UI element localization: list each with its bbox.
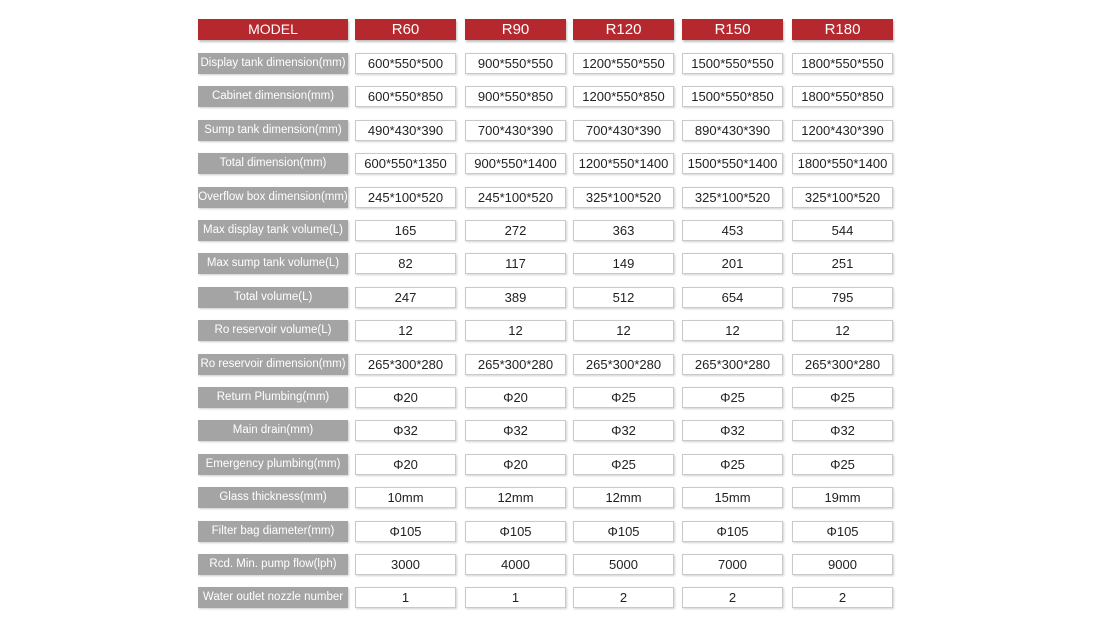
table-cell: 890*430*390 [682,120,783,141]
table-cell: 1800*550*1400 [792,153,893,174]
table-cell: Φ20 [355,454,456,475]
row-label: Overflow box dimension(mm) [198,187,348,208]
table-cell: 12 [682,320,783,341]
table-cell: 12mm [573,487,674,508]
table-cell: Φ32 [355,420,456,441]
table-cell: 1200*550*850 [573,86,674,107]
table-cell: 512 [573,287,674,308]
table-cell: 1 [465,587,566,608]
model-header-r60: R60 [355,19,456,40]
table-cell: 82 [355,253,456,274]
table-cell: Φ32 [792,420,893,441]
row-label: Display tank dimension(mm) [198,53,348,74]
model-header-r120: R120 [573,19,674,40]
table-cell: Φ105 [355,521,456,542]
table-cell: Φ105 [573,521,674,542]
row-label: Cabinet dimension(mm) [198,86,348,107]
table-cell: 1 [355,587,456,608]
row-label: Total volume(L) [198,287,348,308]
table-cell: 19mm [792,487,893,508]
table-cell: 389 [465,287,566,308]
table-cell: 165 [355,220,456,241]
table-cell: Φ25 [682,387,783,408]
model-header-r180: R180 [792,19,893,40]
model-header: MODEL [198,19,348,40]
table-cell: 15mm [682,487,783,508]
table-cell: 117 [465,253,566,274]
table-cell: 453 [682,220,783,241]
table-cell: 1200*550*1400 [573,153,674,174]
row-label: Glass thickness(mm) [198,487,348,508]
table-cell: 600*550*850 [355,86,456,107]
model-header-r90: R90 [465,19,566,40]
table-cell: 325*100*520 [573,187,674,208]
table-cell: Φ25 [573,454,674,475]
row-label: Max sump tank volume(L) [198,253,348,274]
table-cell: 201 [682,253,783,274]
table-cell: Φ32 [682,420,783,441]
table-cell: 1800*550*850 [792,86,893,107]
table-cell: Φ105 [682,521,783,542]
table-cell: 12 [792,320,893,341]
table-cell: 247 [355,287,456,308]
table-cell: 7000 [682,554,783,575]
table-cell: 490*430*390 [355,120,456,141]
table-cell: 2 [682,587,783,608]
table-cell: Φ25 [792,387,893,408]
table-cell: 900*550*550 [465,53,566,74]
table-cell: 2 [573,587,674,608]
row-label: Emergency plumbing(mm) [198,454,348,475]
table-cell: 265*300*280 [355,354,456,375]
row-label: Ro reservoir volume(L) [198,320,348,341]
row-label: Rcd. Min. pump flow(lph) [198,554,348,575]
table-cell: 1200*550*550 [573,53,674,74]
table-cell: 265*300*280 [682,354,783,375]
row-label: Ro reservoir dimension(mm) [198,354,348,375]
table-cell: 3000 [355,554,456,575]
table-cell: 600*550*500 [355,53,456,74]
table-cell: 10mm [355,487,456,508]
table-cell: Φ20 [355,387,456,408]
table-cell: 272 [465,220,566,241]
table-cell: 265*300*280 [792,354,893,375]
table-cell: Φ105 [465,521,566,542]
table-cell: 2 [792,587,893,608]
table-cell: 700*430*390 [465,120,566,141]
row-label: Filter bag diameter(mm) [198,521,348,542]
table-cell: 265*300*280 [465,354,566,375]
table-cell: 149 [573,253,674,274]
table-cell: 12 [573,320,674,341]
row-label: Total dimension(mm) [198,153,348,174]
table-cell: Φ25 [792,454,893,475]
model-header-r150: R150 [682,19,783,40]
row-label: Max display tank volume(L) [198,220,348,241]
table-cell: 325*100*520 [682,187,783,208]
table-cell: 600*550*1350 [355,153,456,174]
table-cell: 1500*550*1400 [682,153,783,174]
table-cell: 5000 [573,554,674,575]
table-cell: Φ20 [465,387,566,408]
table-cell: Φ20 [465,454,566,475]
table-cell: 544 [792,220,893,241]
table-cell: 245*100*520 [465,187,566,208]
table-cell: 700*430*390 [573,120,674,141]
table-cell: 12 [355,320,456,341]
table-cell: Φ105 [792,521,893,542]
table-cell: 1800*550*550 [792,53,893,74]
table-cell: 245*100*520 [355,187,456,208]
table-cell: 12 [465,320,566,341]
table-cell: 9000 [792,554,893,575]
table-cell: 325*100*520 [792,187,893,208]
table-cell: Φ32 [465,420,566,441]
row-label: Sump tank dimension(mm) [198,120,348,141]
row-label: Water outlet nozzle number [198,587,348,608]
table-cell: 363 [573,220,674,241]
table-cell: Φ25 [682,454,783,475]
table-cell: 4000 [465,554,566,575]
table-cell: 12mm [465,487,566,508]
table-cell: 1500*550*550 [682,53,783,74]
table-cell: 265*300*280 [573,354,674,375]
table-cell: 1500*550*850 [682,86,783,107]
row-label: Return Plumbing(mm) [198,387,348,408]
table-cell: 900*550*850 [465,86,566,107]
table-cell: 795 [792,287,893,308]
table-cell: Φ25 [573,387,674,408]
row-label: Main drain(mm) [198,420,348,441]
table-cell: 654 [682,287,783,308]
table-cell: Φ32 [573,420,674,441]
table-cell: 251 [792,253,893,274]
table-cell: 1200*430*390 [792,120,893,141]
table-cell: 900*550*1400 [465,153,566,174]
